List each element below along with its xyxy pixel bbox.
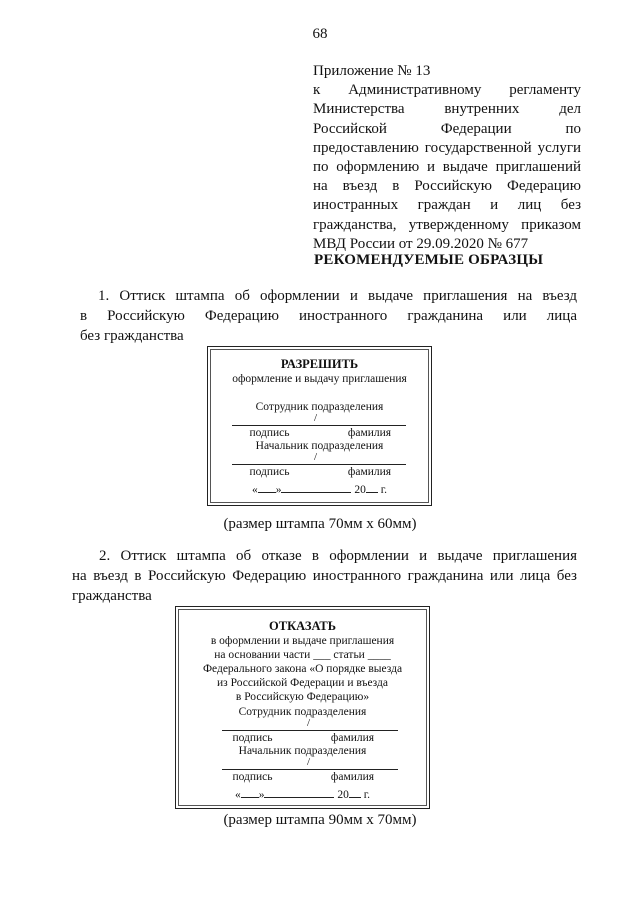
quote-open: «	[234, 789, 241, 801]
stamp-1-caption: (размер штампа 70мм х 60мм)	[223, 516, 417, 532]
surname-label: фамилия	[347, 466, 392, 478]
quote-open: «	[251, 484, 258, 496]
appendix-line: Российской Федерации по	[313, 120, 581, 137]
signature-label: подпись	[232, 732, 273, 744]
appendix-line: Министерства внутренних дел	[313, 101, 581, 118]
slash-separator: /	[307, 717, 311, 729]
surname-label: фамилия	[347, 427, 392, 439]
approve-stamp	[207, 346, 432, 506]
section-heading: РЕКОМЕНДУЕМЫЕ ОБРАЗЦЫ	[314, 252, 544, 268]
appendix-block	[313, 62, 581, 254]
item-2-line: на въезд в Российскую Федерацию иностранного гражданина или лица без	[72, 568, 577, 584]
surname-label: фамилия	[330, 771, 375, 783]
item-1-line: в Российскую Федерацию иностранного гражданина или лица	[80, 308, 577, 324]
appendix-line: по оформлению и выдаче приглашений	[313, 159, 581, 176]
slash-separator: /	[314, 451, 318, 463]
appendix-line: иностранных граждан и лиц без	[313, 197, 581, 214]
stamp-text-line: в оформлении и выдаче приглашения	[210, 635, 395, 647]
signature-captions	[208, 427, 431, 439]
signature-label: подпись	[232, 771, 273, 783]
signature-label: подпись	[249, 427, 290, 439]
date-field	[208, 481, 431, 496]
date-field	[176, 786, 429, 801]
year-prefix: 20	[337, 789, 349, 801]
stamp-text-line: Федерального закона «О порядке выезда	[202, 663, 403, 675]
stamp-title: РАЗРЕШИТЬ	[280, 357, 359, 371]
appendix-line: МВД России от 29.09.2020 № 677	[313, 235, 529, 252]
stamp-text-line: из Российской Федерации и въезда	[217, 677, 388, 689]
signature-captions	[176, 771, 429, 783]
item-1-line: 1. Оттиск штампа об оформлении и выдаче приглашения на въезд	[98, 288, 577, 304]
quote-close: »	[258, 789, 265, 801]
stamp-title: ОТКАЗАТЬ	[269, 619, 336, 633]
page-number: 68	[312, 26, 328, 42]
year-suffix: г.	[380, 484, 388, 496]
appendix-line: гражданства, утвержденному приказом	[313, 216, 581, 233]
surname-label: фамилия	[330, 732, 375, 744]
stamp-2-caption: (размер штампа 90мм х 70мм)	[223, 812, 417, 828]
appendix-line: на въезд в Российскую Федерацию	[313, 178, 581, 195]
slash-separator: /	[314, 412, 318, 424]
item-1-text	[80, 286, 577, 346]
quote-close: »	[275, 484, 282, 496]
year-suffix: г.	[363, 789, 371, 801]
appendix-line: к Административному регламенту	[313, 82, 581, 99]
signature-line	[232, 425, 406, 426]
signature-label: подпись	[249, 466, 290, 478]
signature-line	[222, 730, 398, 731]
stamp-text-line: на основании части ___ статьи ____	[214, 649, 391, 661]
appendix-line: предоставлению государственной услуги	[313, 139, 581, 156]
stamp-employee-label: Сотрудник подразделения	[238, 706, 367, 718]
item-2-text	[72, 546, 577, 606]
stamp-text-line: в Российскую Федерацию»	[235, 691, 370, 703]
signature-line	[222, 769, 398, 770]
appendix-title: Приложение № 13	[313, 63, 431, 79]
signature-captions	[176, 732, 429, 744]
stamp-subtitle: оформление и выдачу приглашения	[232, 373, 407, 385]
item-1-line: без гражданства	[80, 328, 184, 344]
slash-separator: /	[307, 756, 311, 768]
stamp-chief-label: Начальник подразделения	[238, 745, 367, 757]
stamp-employee-label: Сотрудник подразделения	[255, 401, 384, 413]
refuse-stamp	[175, 606, 430, 809]
item-2-line: гражданства	[72, 588, 152, 604]
stamp-chief-label: Начальник подразделения	[255, 440, 384, 452]
item-2-line: 2. Оттиск штампа об отказе в оформлении и выдаче приглашения	[99, 548, 577, 564]
signature-line	[232, 464, 406, 465]
signature-captions	[208, 466, 431, 478]
year-prefix: 20	[354, 484, 366, 496]
